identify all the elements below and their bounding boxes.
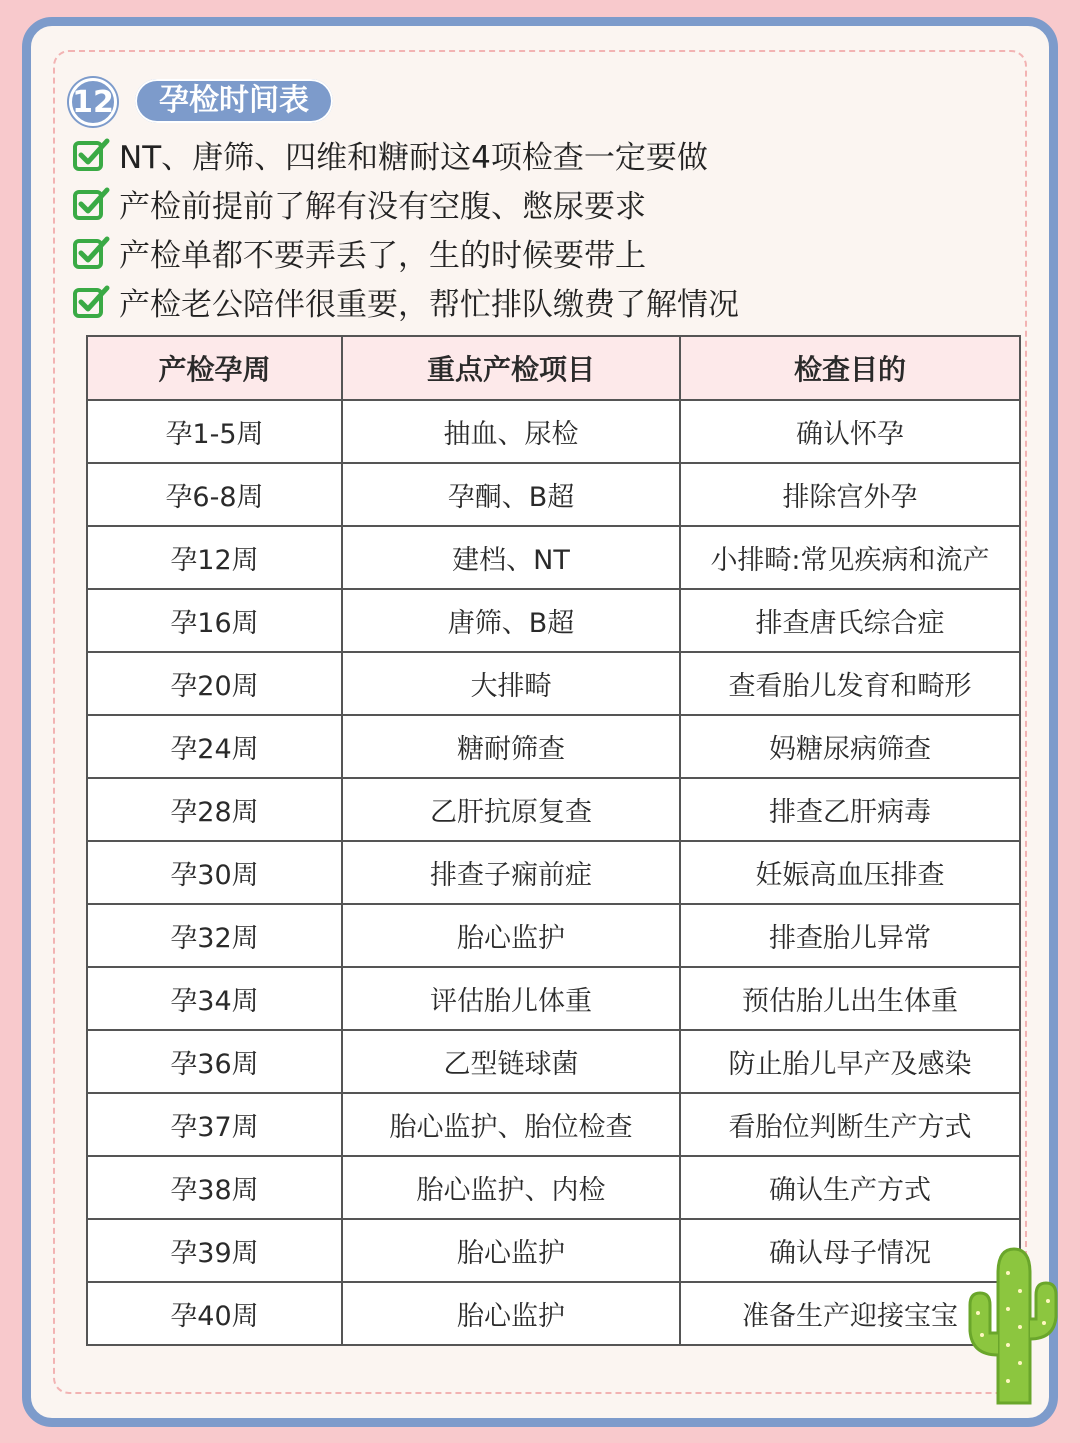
table-cell: 预估胎儿出生体重 — [680, 967, 1020, 1030]
table-cell: 乙型链球菌 — [342, 1030, 680, 1093]
table-cell: 排查乙肝病毒 — [680, 778, 1020, 841]
tip-text: NT、唐筛、四维和糖耐这4项检查一定要做 — [119, 140, 708, 176]
tip-item — [71, 179, 1031, 228]
table-cell: 孕6-8周 — [87, 463, 342, 526]
column-header: 重点产检项目 — [342, 336, 680, 400]
table-cell: 孕37周 — [87, 1093, 342, 1156]
checkbox-checked-icon — [71, 233, 111, 273]
table-row — [87, 841, 1020, 904]
table-cell: 排查胎儿异常 — [680, 904, 1020, 967]
table-row — [87, 1219, 1020, 1282]
table-row — [87, 967, 1020, 1030]
table-row — [87, 1030, 1020, 1093]
table-cell: 胎心监护、内检 — [342, 1156, 680, 1219]
table-cell: 孕酮、B超 — [342, 463, 680, 526]
table-cell: 孕24周 — [87, 715, 342, 778]
checkbox-checked-icon — [71, 282, 111, 322]
table-cell: 大排畸 — [342, 652, 680, 715]
table-row — [87, 1156, 1020, 1219]
column-header: 检查目的 — [680, 336, 1020, 400]
table-cell: 胎心监护 — [342, 1282, 680, 1345]
tip-text: 产检老公陪伴很重要，帮忙排队缴费了解情况 — [119, 287, 739, 323]
table-cell: 孕16周 — [87, 589, 342, 652]
table-cell: 孕32周 — [87, 904, 342, 967]
table-cell: 孕1-5周 — [87, 400, 342, 463]
table-cell: 排查唐氏综合症 — [680, 589, 1020, 652]
table-header-row — [87, 336, 1020, 400]
table-row — [87, 778, 1020, 841]
table-cell: 小排畸:常见疾病和流产 — [680, 526, 1020, 589]
table-cell: 孕38周 — [87, 1156, 342, 1219]
table-row — [87, 1093, 1020, 1156]
table-row — [87, 463, 1020, 526]
table-cell: 抽血、尿检 — [342, 400, 680, 463]
table-cell: 胎心监护 — [342, 1219, 680, 1282]
table-cell: 确认怀孕 — [680, 400, 1020, 463]
table-row — [87, 526, 1020, 589]
column-header: 产检孕周 — [87, 336, 342, 400]
table-cell: 评估胎儿体重 — [342, 967, 680, 1030]
table-cell: 看胎位判断生产方式 — [680, 1093, 1020, 1156]
table-row — [87, 652, 1020, 715]
card-frame — [22, 17, 1058, 1427]
table-cell: 孕30周 — [87, 841, 342, 904]
table-cell: 妊娠高血压排查 — [680, 841, 1020, 904]
table-cell: 确认母子情况 — [680, 1219, 1020, 1282]
checkbox-checked-icon — [71, 135, 111, 175]
table-cell: 乙肝抗原复查 — [342, 778, 680, 841]
tip-item — [71, 277, 1031, 326]
tip-text: 产检单都不要弄丢了，生的时候要带上 — [119, 238, 646, 274]
table-cell: 孕39周 — [87, 1219, 342, 1282]
table-cell: 孕20周 — [87, 652, 342, 715]
tip-text: 产检前提前了解有没有空腹、憋尿要求 — [119, 189, 646, 225]
cactus-icon — [958, 1243, 1064, 1413]
checkbox-checked-icon — [71, 184, 111, 224]
table-cell: 确认生产方式 — [680, 1156, 1020, 1219]
table-row — [87, 904, 1020, 967]
page-title: 孕检时间表 — [135, 79, 333, 123]
table-cell: 孕40周 — [87, 1282, 342, 1345]
table-body — [87, 400, 1020, 1345]
table-cell: 胎心监护 — [342, 904, 680, 967]
table-cell: 准备生产迎接宝宝 — [680, 1282, 1020, 1345]
table-cell: 排除宫外孕 — [680, 463, 1020, 526]
table-row — [87, 715, 1020, 778]
number-badge: 12 — [69, 78, 117, 126]
table-row — [87, 1282, 1020, 1345]
table-cell: 排查子痫前症 — [342, 841, 680, 904]
table-cell: 孕34周 — [87, 967, 342, 1030]
table-cell: 孕36周 — [87, 1030, 342, 1093]
table-row — [87, 400, 1020, 463]
table-cell: 妈糖尿病筛查 — [680, 715, 1020, 778]
tip-item — [71, 228, 1031, 277]
table-cell: 唐筛、B超 — [342, 589, 680, 652]
table-cell: 建档、NT — [342, 526, 680, 589]
table-cell: 孕12周 — [87, 526, 342, 589]
table-cell: 查看胎儿发育和畸形 — [680, 652, 1020, 715]
table-cell: 孕28周 — [87, 778, 342, 841]
schedule-table — [86, 335, 1021, 1346]
table-cell: 胎心监护、胎位检查 — [342, 1093, 680, 1156]
table-cell: 糖耐筛查 — [342, 715, 680, 778]
tips-list — [71, 130, 1031, 326]
table-row — [87, 589, 1020, 652]
table-cell: 防止胎儿早产及感染 — [680, 1030, 1020, 1093]
tip-item — [71, 130, 1031, 179]
